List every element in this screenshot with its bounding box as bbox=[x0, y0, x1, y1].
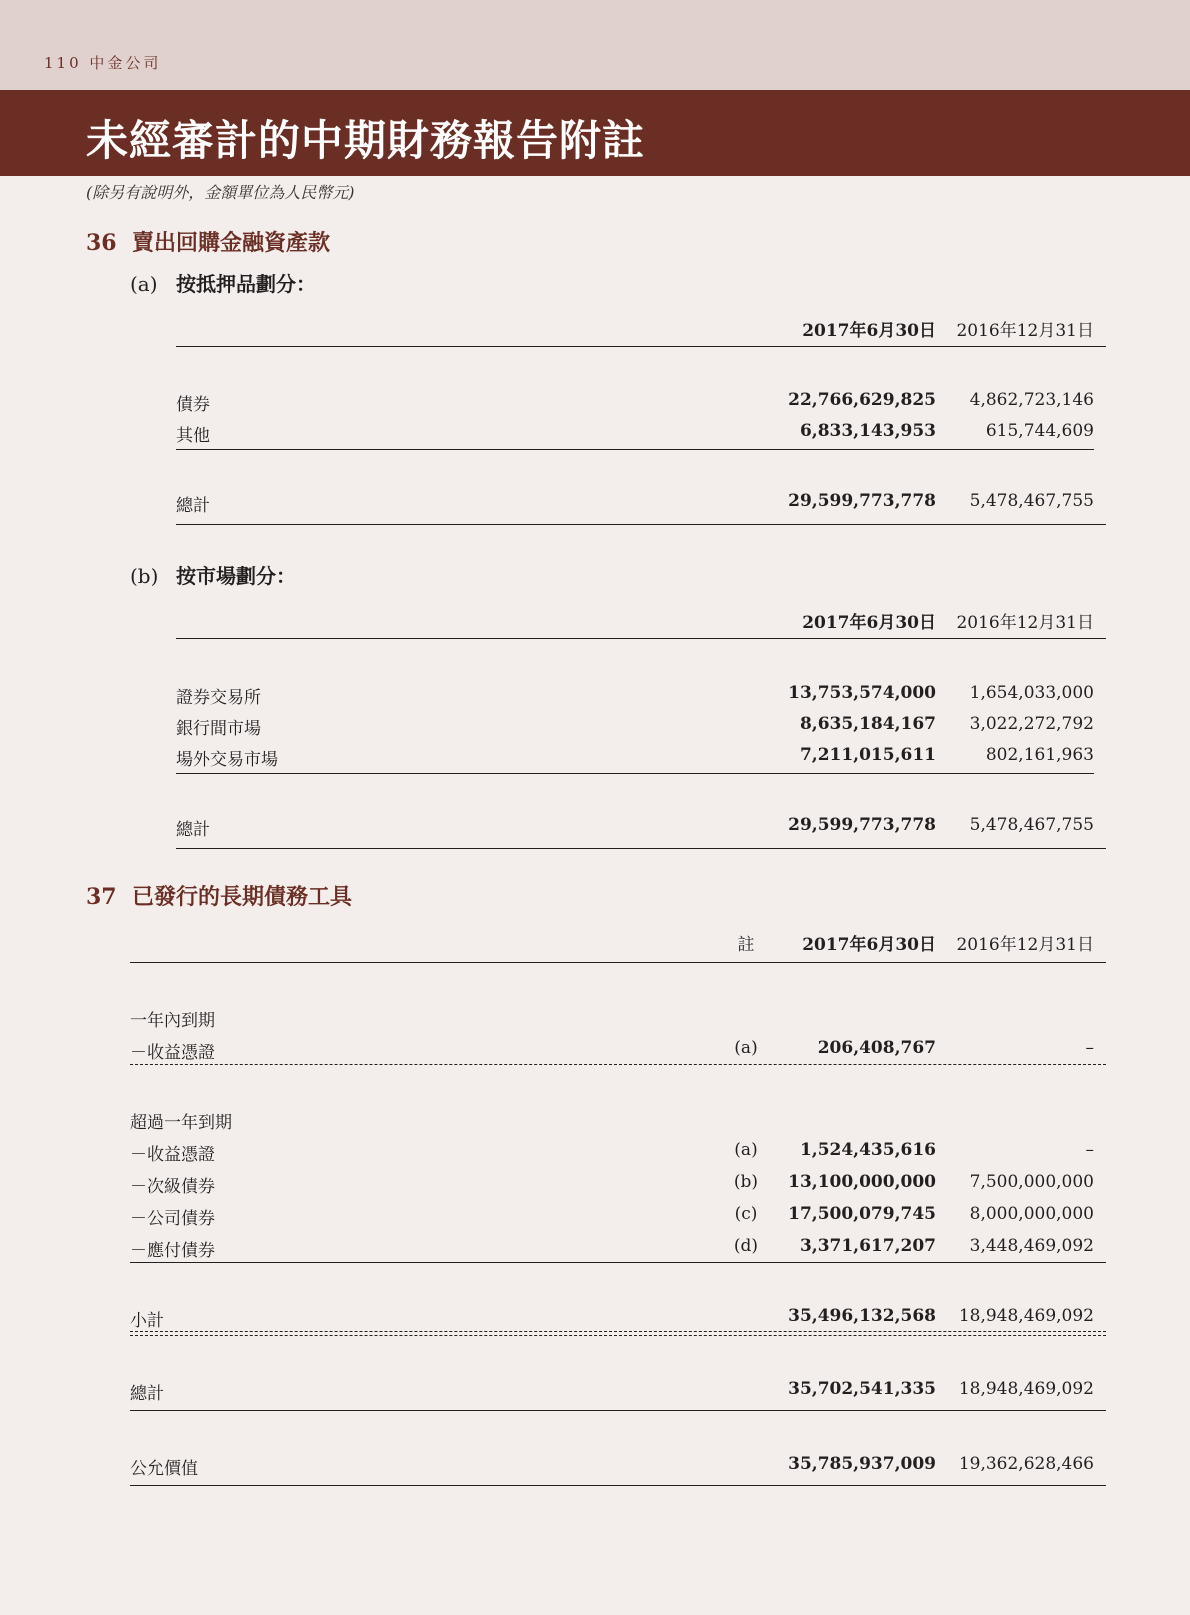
section-number: 36 bbox=[86, 230, 117, 256]
cell-current: 6,833,143,953 bbox=[799, 421, 936, 441]
cell-current: 1,524,435,616 bbox=[799, 1140, 936, 1160]
total-row bbox=[176, 491, 1106, 517]
table-row bbox=[130, 1236, 1106, 1262]
divider bbox=[176, 638, 1106, 639]
total-row bbox=[130, 1379, 1106, 1405]
divider bbox=[176, 449, 1094, 450]
cell-prior: 18,948,469,092 bbox=[958, 1379, 1094, 1399]
row-label: 債券 bbox=[176, 395, 210, 415]
page-title: 未經審計的中期財務報告附註 bbox=[86, 116, 646, 165]
cell-current: 22,766,629,825 bbox=[788, 390, 936, 410]
col-prior: 2016年12月31日 bbox=[956, 935, 1094, 955]
section-title: 已發行的長期債務工具 bbox=[132, 884, 353, 910]
col-current: 2017年6月30日 bbox=[802, 613, 936, 633]
divider bbox=[130, 1262, 1106, 1263]
cell-prior: 8,000,000,000 bbox=[969, 1204, 1094, 1224]
cell-prior: 7,500,000,000 bbox=[969, 1172, 1094, 1192]
row-label: 總計 bbox=[176, 820, 210, 840]
row-label: 銀行間市場 bbox=[176, 719, 261, 739]
table-row bbox=[130, 1172, 1106, 1198]
cell-prior: 3,448,469,092 bbox=[969, 1236, 1094, 1256]
cell-current: 35,496,132,568 bbox=[788, 1306, 936, 1326]
table-header bbox=[176, 316, 1106, 342]
row-label: 超過一年到期 bbox=[130, 1113, 232, 1133]
table-row bbox=[176, 745, 1106, 771]
divider bbox=[176, 773, 1094, 774]
row-label: －應付債券 bbox=[130, 1241, 215, 1261]
cell-current: 206,408,767 bbox=[817, 1038, 936, 1058]
table-row bbox=[176, 421, 1106, 447]
col-current: 2017年6月30日 bbox=[802, 321, 936, 341]
cell-note: (a) bbox=[734, 1038, 758, 1058]
section-title: 賣出回購金融資產款 bbox=[132, 230, 331, 256]
cell-prior: 1,654,033,000 bbox=[969, 683, 1094, 703]
cell-prior: 5,478,467,755 bbox=[969, 491, 1094, 511]
cell-current: 29,599,773,778 bbox=[788, 815, 936, 835]
cell-prior: 802,161,963 bbox=[985, 745, 1094, 765]
cell-current: 7,211,015,611 bbox=[799, 745, 936, 765]
divider bbox=[130, 962, 1106, 963]
dashed-divider bbox=[130, 1335, 1106, 1336]
table-row bbox=[176, 714, 1106, 740]
total-row bbox=[176, 815, 1106, 841]
cell-prior: 4,862,723,146 bbox=[969, 390, 1094, 410]
subsection-label: (a) bbox=[130, 272, 158, 296]
page-header: 110 中金公司 bbox=[44, 54, 162, 72]
cell-note: (b) bbox=[733, 1172, 759, 1192]
cell-current: 3,371,617,207 bbox=[799, 1236, 936, 1256]
table-row bbox=[130, 1038, 1106, 1064]
row-label: －收益憑證 bbox=[130, 1043, 215, 1063]
divider bbox=[130, 1485, 1106, 1486]
dashed-divider bbox=[130, 1331, 1106, 1332]
row-label: －公司債券 bbox=[130, 1209, 215, 1229]
cell-note: (d) bbox=[733, 1236, 759, 1256]
group-label bbox=[130, 1108, 1106, 1134]
subsection-a-heading bbox=[130, 268, 316, 297]
divider bbox=[176, 848, 1106, 849]
section-number: 37 bbox=[86, 884, 117, 910]
col-prior: 2016年12月31日 bbox=[956, 613, 1094, 633]
table-row bbox=[176, 390, 1106, 416]
cell-prior: 5,478,467,755 bbox=[969, 815, 1094, 835]
row-label: 證券交易所 bbox=[176, 688, 261, 708]
cell-note: (c) bbox=[734, 1204, 758, 1224]
table-header bbox=[176, 608, 1106, 634]
row-label: 場外交易市場 bbox=[176, 750, 278, 770]
section-37-heading bbox=[86, 880, 352, 911]
row-label: －收益憑證 bbox=[130, 1145, 215, 1165]
dashed-divider bbox=[130, 1064, 1106, 1065]
col-current: 2017年6月30日 bbox=[802, 935, 936, 955]
row-label: 總計 bbox=[176, 496, 210, 516]
cell-current: 35,702,541,335 bbox=[788, 1379, 936, 1399]
cell-current: 13,753,574,000 bbox=[788, 683, 936, 703]
cell-current: 29,599,773,778 bbox=[788, 491, 936, 511]
fair-value-row bbox=[130, 1454, 1106, 1480]
cell-prior: 3,022,272,792 bbox=[969, 714, 1094, 734]
divider bbox=[130, 1410, 1106, 1411]
subsection-title: 按市場劃分： bbox=[176, 564, 296, 588]
row-label: 總計 bbox=[130, 1384, 164, 1404]
top-band bbox=[0, 0, 1190, 90]
table-row bbox=[130, 1140, 1106, 1166]
row-label: 一年內到期 bbox=[130, 1011, 215, 1031]
divider bbox=[176, 346, 1106, 347]
cell-prior: – bbox=[1085, 1140, 1094, 1160]
row-label: 公允價值 bbox=[130, 1459, 198, 1479]
table-row bbox=[130, 1204, 1106, 1230]
cell-prior: – bbox=[1085, 1038, 1094, 1058]
subsection-label: (b) bbox=[130, 564, 159, 588]
cell-note: (a) bbox=[734, 1140, 758, 1160]
table-header bbox=[130, 930, 1106, 956]
cell-current: 35,785,937,009 bbox=[788, 1454, 936, 1474]
cell-current: 13,100,000,000 bbox=[788, 1172, 936, 1192]
divider bbox=[176, 524, 1106, 525]
col-prior: 2016年12月31日 bbox=[956, 321, 1094, 341]
cell-prior: 615,744,609 bbox=[985, 421, 1094, 441]
subtotal-row bbox=[130, 1306, 1106, 1332]
table-row bbox=[176, 683, 1106, 709]
cell-prior: 18,948,469,092 bbox=[958, 1306, 1094, 1326]
subsection-title: 按抵押品劃分： bbox=[176, 272, 316, 296]
unit-note: (除另有說明外，金額單位為人民幣元) bbox=[86, 183, 355, 202]
group-label bbox=[130, 1006, 1106, 1032]
cell-current: 8,635,184,167 bbox=[799, 714, 936, 734]
section-36-heading bbox=[86, 226, 330, 257]
col-note: 註 bbox=[737, 935, 755, 955]
row-label: －次級債券 bbox=[130, 1177, 215, 1197]
cell-prior: 19,362,628,466 bbox=[958, 1454, 1094, 1474]
subsection-b-heading bbox=[130, 560, 296, 589]
row-label: 其他 bbox=[176, 426, 210, 446]
row-label: 小計 bbox=[130, 1311, 164, 1331]
cell-current: 17,500,079,745 bbox=[788, 1204, 936, 1224]
